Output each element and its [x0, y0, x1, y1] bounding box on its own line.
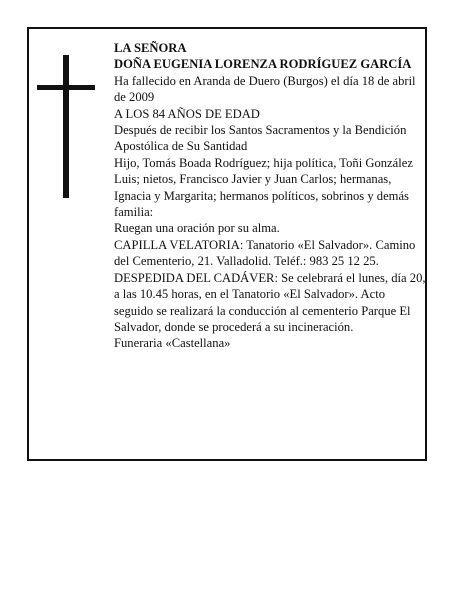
age-line: A LOS 84 AÑOS DE EDAD: [114, 106, 260, 121]
funeral-home: Funeraria «Castellana»: [114, 336, 231, 351]
sacraments-line: Después de recibir los Santos Sacramentos y la Bendición Apostólica de Su Santidad: [114, 123, 407, 154]
cross-icon-bar: [37, 85, 95, 90]
family-line: Hijo, Tomás Boada Rodríguez; hija política, Toñi González Luis; nietos, Francisco Javier y Juan Carlos; hermanas, Ignacia y Margarita; hermanos políticos, sobrinos y demás familia:: [114, 155, 413, 220]
obituary-text: [114, 40, 426, 352]
farewell-info: DESPEDIDA DEL CADÁVER: Se celebrará el lunes, día 20, a las 10.45 horas, en el Tanatorio «El Salvador». Acto seguido se realizará la conducción al cementerio Parque El Salvador, donde se procederá a su incineración.: [114, 270, 426, 334]
chapel-info: CAPILLA VELATORIA: Tanatorio «El Salvador». Camino del Cementerio, 21. Valladolid. Teléf.: 983 25 12 25.: [114, 237, 416, 269]
cross-icon: [63, 55, 69, 198]
deceased-name: DOÑA EUGENIA LORENZA RODRÍGUEZ GARCÍA: [114, 57, 412, 72]
death-info: Ha fallecido en Aranda de Duero (Burgos) el día 18 de abril de 2009: [114, 73, 416, 105]
prayer-line: Ruegan una oración por su alma.: [114, 221, 280, 236]
heading-la-senora: LA SEÑORA: [114, 41, 187, 55]
